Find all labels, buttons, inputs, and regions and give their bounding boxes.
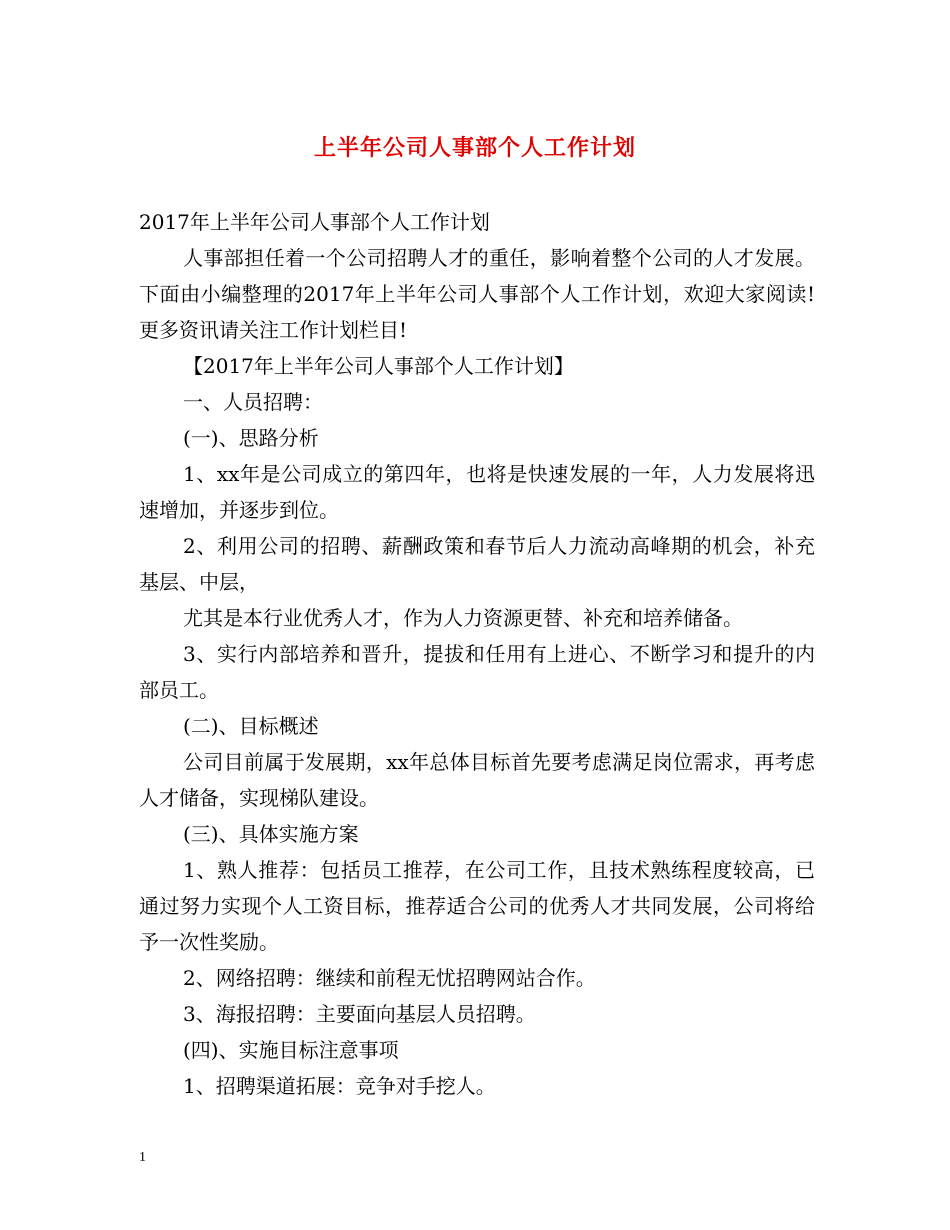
page-number: 1 bbox=[139, 1150, 146, 1165]
paragraph-item: 2、网络招聘：继续和前程无忧招聘网站合作。 bbox=[183, 966, 596, 990]
paragraph-intro: 人事部担任着一个公司招聘人才的重任，影响着整个公司的人才发展。下面由小编整理的2017年上半年公司人事部个人工作计划，欢迎大家阅读!更多资讯请关注工作计划栏目! bbox=[139, 246, 815, 342]
subsection-heading-plan: (三)、具体实施方案 bbox=[183, 822, 359, 846]
subsection-heading-notes: (四)、实施目标注意事项 bbox=[183, 1038, 399, 1062]
paragraph-item: 1、招聘渠道拓展：竞争对手挖人。 bbox=[183, 1074, 496, 1098]
section-heading-recruitment: 一、人员招聘： bbox=[183, 390, 323, 414]
paragraph-item: 公司目前属于发展期，xx年总体目标首先要考虑满足岗位需求，再考虑人才储备，实现梯队建设。 bbox=[139, 750, 815, 810]
subsection-heading-goals: (二)、目标概述 bbox=[183, 714, 319, 738]
paragraph-item: 3、海报招聘：主要面向基层人员招聘。 bbox=[183, 1002, 536, 1026]
paragraph-bracket-title: 【2017年上半年公司人事部个人工作计划】 bbox=[183, 354, 574, 378]
paragraph-item: 2、利用公司的招聘、薪酬政策和春节后人力流动高峰期的机会，补充基层、中层， bbox=[139, 534, 815, 594]
document-title: 上半年公司人事部个人工作计划 bbox=[313, 135, 636, 161]
paragraph-heading: 2017年上半年公司人事部个人工作计划 bbox=[139, 210, 490, 234]
paragraph-item: 1、xx年是公司成立的第四年，也将是快速发展的一年，人力发展将迅速增加，并逐步到位。 bbox=[139, 462, 815, 522]
paragraph-item: 1、熟人推荐：包括员工推荐，在公司工作，且技术熟练程度较高，已通过努力实现个人工资目标，推荐适合公司的优秀人才共同发展，公司将给予一次性奖励。 bbox=[139, 858, 815, 954]
paragraph-item: 3、实行内部培养和晋升，提拔和任用有上进心、不断学习和提升的内部员工。 bbox=[139, 642, 815, 702]
subsection-heading-analysis: (一)、思路分析 bbox=[183, 426, 319, 450]
paragraph-item: 尤其是本行业优秀人才，作为人力资源更替、补充和培养储备。 bbox=[183, 606, 743, 630]
document-body bbox=[139, 204, 815, 1104]
